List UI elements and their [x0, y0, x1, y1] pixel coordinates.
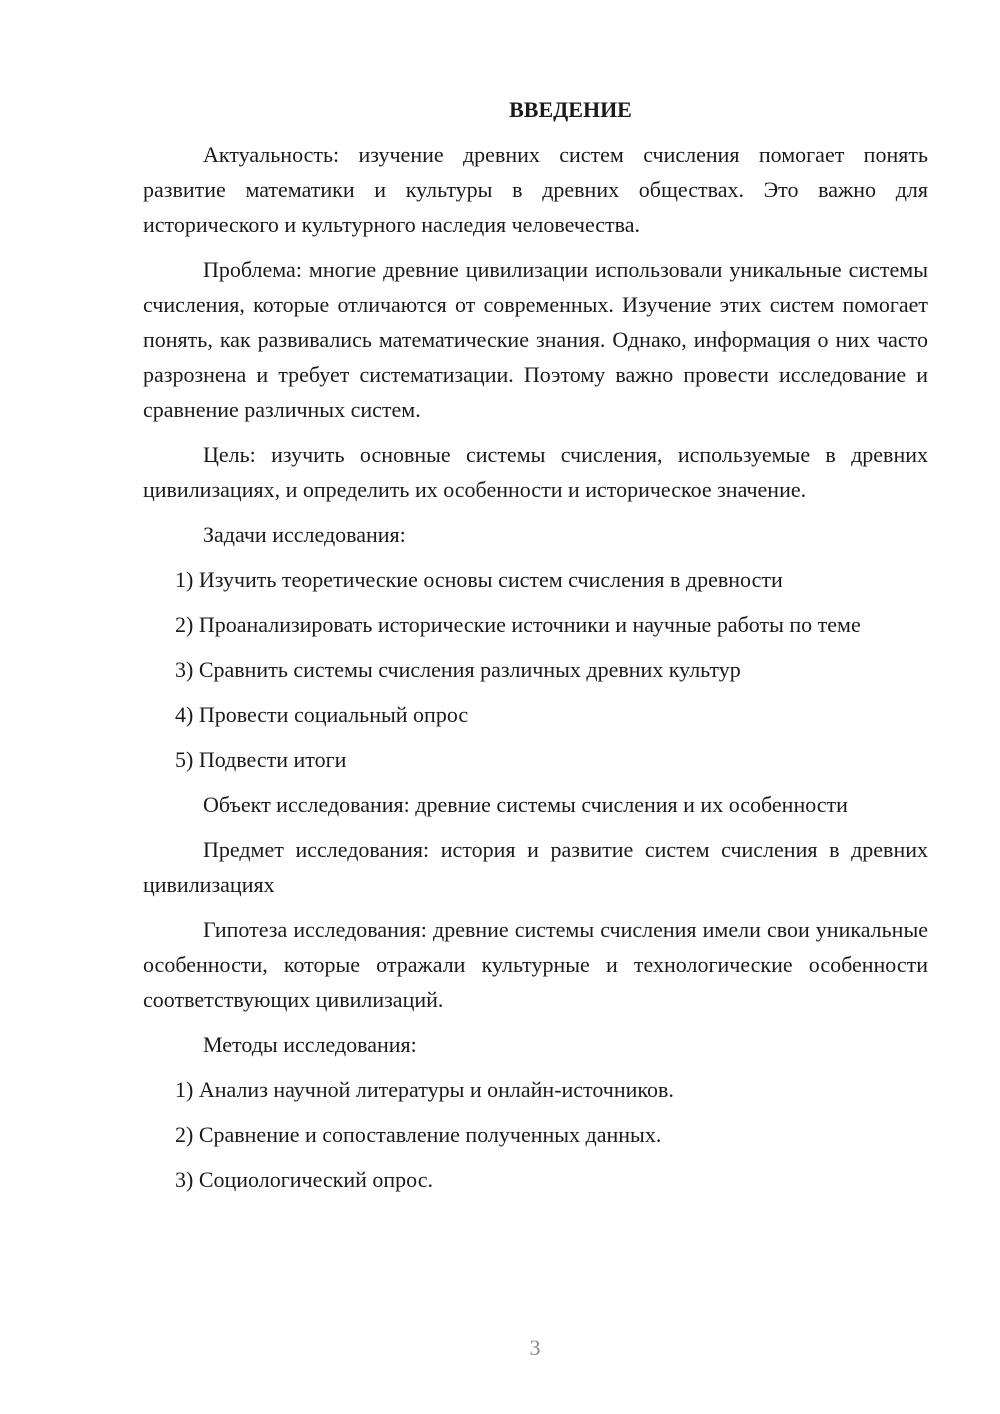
problem-paragraph: Проблема: многие древние цивилизации использовали уникальные системы счисления, которые отличаются от современных. Изучение этих систем помогает понять, как развивались математические знания. Однако, информация о них часто разрозненa и требует систематизации. Поэтому важно провести исследование и сравнение различных систем.: [143, 257, 928, 422]
object-paragraph: Объект исследования: древние системы счисления и их особенности: [203, 792, 848, 817]
task-item-5: 5) Подвести итоги: [175, 747, 347, 772]
task-item-2: 2) Проанализировать исторические источники и научные работы по теме: [175, 612, 861, 637]
method-item-2: 2) Сравнение и сопоставление полученных данных.: [175, 1122, 662, 1147]
relevance-paragraph: Актуальность: изучение древних систем счисления помогает понять развитие математики и культуры в древних обществах. Это важно для исторического и культурного наследия человечества.: [143, 142, 928, 237]
methods-label: Методы исследования:: [203, 1032, 417, 1057]
method-item-1: 1) Анализ научной литературы и онлайн-источников.: [175, 1077, 674, 1102]
task-item-1: 1) Изучить теоретические основы систем счисления в древности: [175, 567, 783, 592]
document-body: [143, 92, 928, 1207]
goal-paragraph: Цель: изучить основные системы счисления, используемые в древних цивилизациях, и определить их особенности и историческое значение.: [143, 442, 928, 502]
subject-paragraph: Предмет исследования: история и развитие систем счисления в древних цивилизациях: [143, 837, 928, 897]
section-heading: ВВЕДЕНИЕ: [509, 97, 632, 122]
task-item-4: 4) Провести социальный опрос: [175, 702, 469, 727]
page-number: 3: [529, 1335, 541, 1360]
hypothesis-paragraph: Гипотеза исследования: древние системы счисления имели свои уникальные особенности, которые отражали культурные и технологические особенности соответствующих цивилизаций.: [143, 917, 928, 1012]
method-item-3: 3) Социологический опрос.: [175, 1167, 433, 1192]
tasks-label: Задачи исследования:: [203, 522, 406, 547]
task-item-3: 3) Сравнить системы счисления различных древних культур: [175, 657, 741, 682]
